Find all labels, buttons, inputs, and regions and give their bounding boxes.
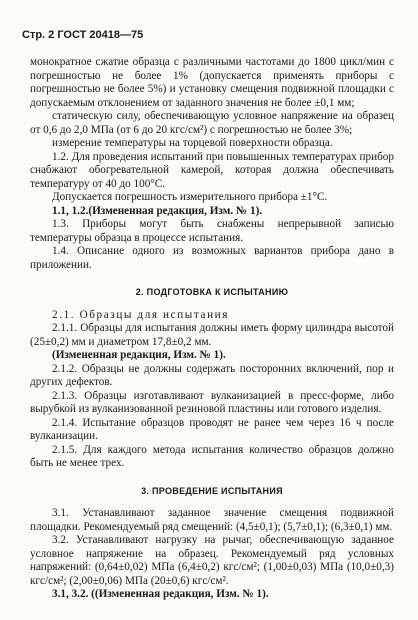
page-header: Стр. 2 ГОСТ 20418—75	[22, 29, 144, 41]
paragraph: 2.1.3. Образцы изготавливают вулканизацией в пресс-форме, либо вырубкой из вулканизованной резиновой пластины или готового изделия.	[30, 389, 394, 415]
paragraph: статическую силу, обеспечивающую условное напряжение на образец от 0,6 до 2,0 МПа (от 6 до 20 кгс/см²) с погрешностью не более 3%;	[30, 110, 394, 136]
document-body	[30, 56, 394, 602]
section-heading: 3. ПРОВЕДЕНИЕ ИСПЫТАНИЯ	[141, 485, 283, 496]
paragraph: 3.1, 3.2. ((Измененная редакция, Изм. № 1).	[52, 588, 269, 600]
paragraph: 3.2. Устанавливают нагрузку на рычаг, обеспечивающую заданное условное напряжение на образец. Рекомендуемый ряд условных напряжений: (0,64±0,02) МПа (6,4±0,2) кгс/см²; (1,00±0,03) МПа (10,0±0,3) кгс/см²; (2,00±0,06) МПа (20±0,6) кгс/см².	[30, 534, 394, 587]
paragraph: (Измененная редакция, Изм. № 1).	[52, 349, 226, 361]
paragraph: 1.2. Для проведения испытаний при повышенных температурах прибор снабжают обогревательной камерой, которая должна обеспечивать температуру от 40 до 100°C.	[30, 150, 394, 190]
paragraph: измерение температуры на торцевой поверхности образца.	[52, 137, 333, 149]
paragraph: 1.1, 1.2.(Измененная редакция, Изм. № 1).	[52, 204, 263, 217]
paragraph: 1.3. Приборы могут быть снабжены непрерывной записью температуры образца в процессе испытания.	[30, 218, 394, 244]
paragraph: 2.1.4. Испытание образцов проводят не ранее чем через 16 ч после вулканизации.	[30, 416, 394, 442]
paragraph: 1.4. Описание одного из возможных вариантов прибора дано в приложении.	[30, 245, 394, 271]
paragraph: Допускается погрешность измерительного прибора ±1°C.	[52, 191, 328, 203]
paragraph: 2.1. Образцы для испытания	[52, 308, 230, 321]
paragraph: монократное сжатие образца с различными частотами до 1800 цикл/мин с погрешностью не более 1% (допускается применять приборы с погрешностью не более 5%) и установку смещения подвижной площадки с допускаемым отклонением от заданного значения не более ±0,1 мм;	[30, 56, 394, 109]
paragraph: 2.1.5. Для каждого метода испытания количество образцов должно быть не менее трех.	[30, 443, 394, 469]
paragraph: 2.1.1. Образцы для испытания должны иметь форму цилиндра высотой (25±0,2) мм и диаметром 17,8±0,2 мм.	[30, 322, 394, 348]
paragraph: 3.1. Устанавливают заданное значение смещения подвижной площадки. Рекомендуемый ряд смещений: (4,5±0,1); (5,7±0,1); (6,3±0,1) мм.	[30, 507, 394, 533]
paragraph: 2.1.2. Образцы не должны содержать посторонних включений, пор и других дефектов.	[30, 362, 394, 388]
section-heading: 2. ПОДГОТОВКА К ИСПЫТАНИЮ	[135, 287, 289, 297]
